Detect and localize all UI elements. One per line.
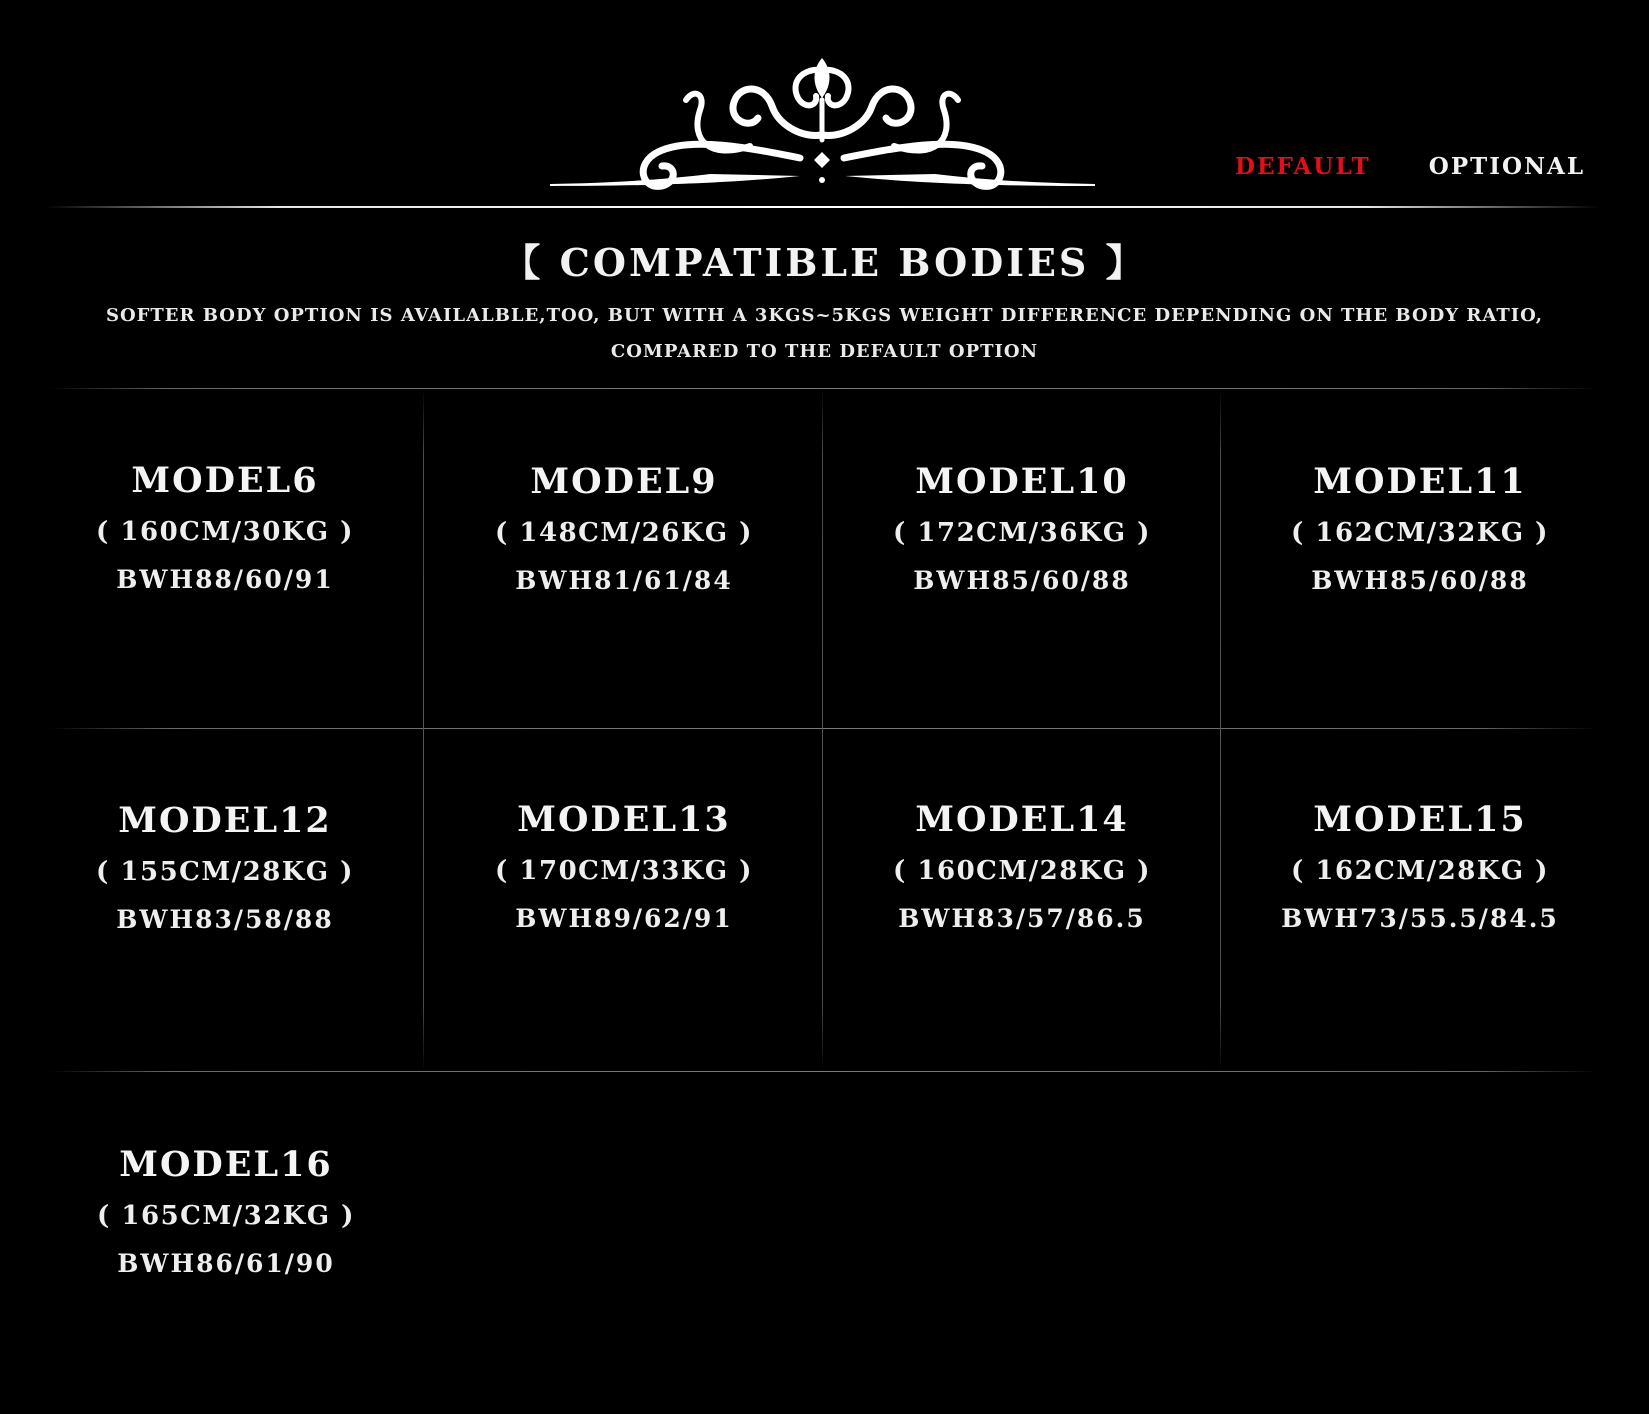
grid-divider	[48, 728, 1598, 729]
model-bwh: BWH73/55.5/84.5	[1281, 904, 1559, 933]
crown-ornament-icon	[550, 40, 1095, 200]
model-card	[76, 1144, 376, 1280]
grid-divider	[1220, 388, 1221, 1071]
model-height-weight: ( 160CM/30KG )	[96, 517, 354, 547]
note-line-1: SOFTER BODY OPTION IS AVAILALBLE,TOO, BUT WITH A 3KGS~5KGS WEIGHT DIFFERENCE DEPENDING ON THE BODY RATIO,	[105, 305, 1544, 326]
model-name: MODEL9	[530, 461, 718, 502]
model-name: MODEL10	[915, 461, 1129, 502]
model-name: MODEL14	[915, 799, 1129, 840]
header-divider	[45, 206, 1600, 208]
grid-divider	[48, 1071, 1598, 1072]
model-bwh: BWH89/62/91	[515, 904, 733, 933]
tab-optional[interactable]: OPTIONAL	[1428, 153, 1586, 180]
model-height-weight: ( 162CM/28KG )	[1291, 856, 1549, 886]
grid-divider	[48, 388, 1598, 389]
note-line-2: COMPARED TO THE DEFAULT OPTION	[610, 341, 1039, 362]
model-bwh: BWH83/57/86.5	[898, 904, 1146, 933]
model-bwh: BWH88/60/91	[116, 565, 334, 594]
model-card	[1270, 461, 1570, 597]
body-option-note	[60, 298, 1589, 370]
tab-default[interactable]: DEFAULT	[1235, 153, 1371, 180]
model-name: MODEL11	[1313, 461, 1527, 502]
model-bwh: BWH85/60/88	[1311, 566, 1529, 595]
model-card	[75, 460, 375, 596]
model-height-weight: ( 162CM/32KG )	[1291, 518, 1549, 548]
model-card	[872, 799, 1172, 935]
model-card	[872, 461, 1172, 597]
grid-divider	[822, 388, 823, 1071]
model-card	[1270, 799, 1570, 935]
page-title: 【 COMPATIBLE BODIES 】	[502, 240, 1147, 285]
model-name: MODEL12	[118, 800, 332, 841]
model-height-weight: ( 172CM/36KG )	[893, 518, 1151, 548]
model-height-weight: ( 155CM/28KG )	[96, 857, 354, 887]
model-bwh: BWH81/61/84	[515, 566, 733, 595]
model-name: MODEL6	[131, 460, 319, 501]
model-card	[474, 461, 774, 597]
grid-divider	[423, 388, 424, 1071]
model-height-weight: ( 148CM/26KG )	[495, 518, 753, 548]
model-bwh: BWH86/61/90	[117, 1249, 335, 1278]
model-name: MODEL15	[1313, 799, 1527, 840]
model-bwh: BWH85/60/88	[913, 566, 1131, 595]
model-height-weight: ( 165CM/32KG )	[97, 1201, 355, 1231]
model-name: MODEL13	[517, 799, 731, 840]
model-card	[75, 800, 375, 936]
model-height-weight: ( 160CM/28KG )	[893, 856, 1151, 886]
model-card	[474, 799, 774, 935]
model-name: MODEL16	[119, 1144, 333, 1185]
model-height-weight: ( 170CM/33KG )	[495, 856, 753, 886]
model-bwh: BWH83/58/88	[116, 905, 334, 934]
option-tabs	[1235, 153, 1585, 180]
